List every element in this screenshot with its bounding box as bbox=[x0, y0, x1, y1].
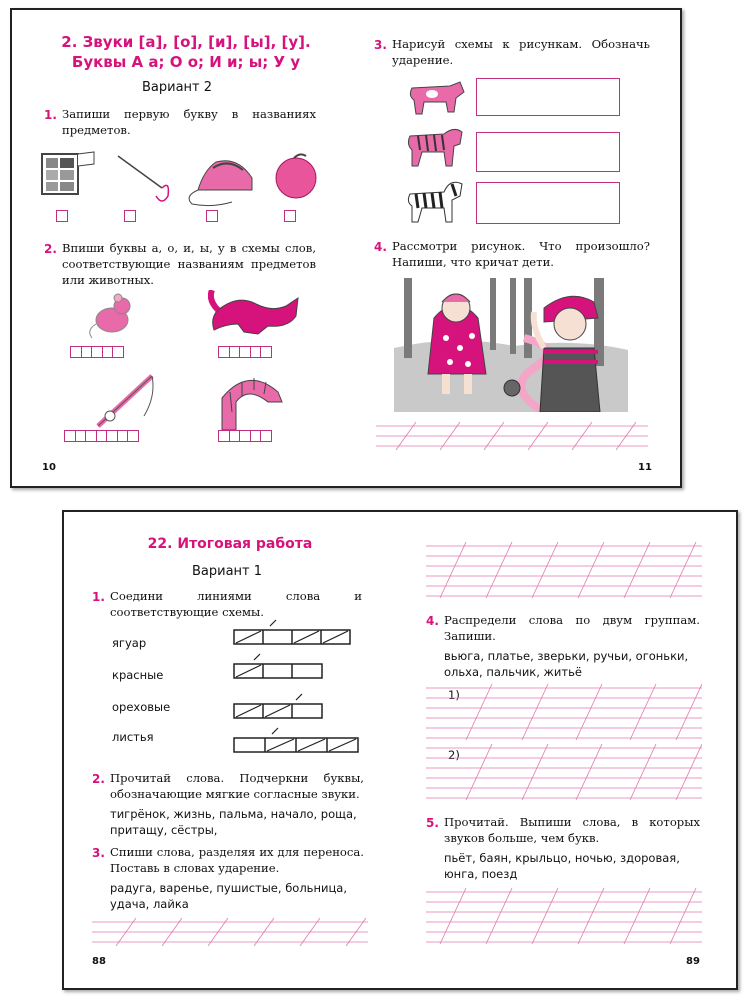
lesson-title-line1: 2. Звуки [а], [о], [и], [ы], [у]. bbox=[61, 33, 311, 51]
writing-lines[interactable] bbox=[426, 684, 702, 740]
cow-picture bbox=[404, 76, 466, 118]
variant-label: Вариант 2 bbox=[142, 80, 213, 95]
task-number: 2. bbox=[92, 772, 105, 786]
group-label: 1) bbox=[448, 688, 460, 702]
scheme-box[interactable] bbox=[476, 132, 620, 172]
writing-lines[interactable] bbox=[426, 888, 702, 944]
word-scheme-cells[interactable] bbox=[218, 346, 271, 358]
fishing-rod-picture bbox=[88, 372, 158, 432]
fox-picture bbox=[208, 290, 304, 340]
page-number: 88 bbox=[92, 956, 106, 967]
word-label: красные bbox=[112, 668, 164, 682]
forest-scene-picture bbox=[394, 278, 628, 412]
zebra-picture bbox=[404, 176, 466, 228]
task-text: Спиши слова, разделяя их для переноса. Поставь в словах ударение. bbox=[110, 845, 364, 875]
word-label: ореховые bbox=[112, 700, 171, 714]
task-number: 3. bbox=[92, 846, 105, 860]
mouse-picture bbox=[82, 290, 142, 340]
answer-box[interactable] bbox=[284, 210, 296, 222]
group-label: 2) bbox=[448, 748, 460, 762]
orange-picture bbox=[276, 154, 316, 198]
task-number: 4. bbox=[374, 240, 387, 254]
needle-picture bbox=[118, 156, 168, 201]
lesson-title-line2: Буквы А а; О о; И и; ы; У у bbox=[71, 53, 301, 71]
task1-pictures bbox=[38, 148, 328, 208]
word-list: пьёт, баян, крыльцо, ночью, здоровая, юнга, поезд bbox=[444, 851, 680, 881]
task-number: 5. bbox=[426, 816, 439, 830]
scheme-box[interactable] bbox=[476, 78, 620, 116]
task-number: 1. bbox=[92, 590, 105, 604]
writing-lines[interactable] bbox=[92, 916, 368, 946]
writing-lines[interactable] bbox=[426, 744, 702, 800]
variant-label: Вариант 1 bbox=[192, 564, 263, 579]
answer-box[interactable] bbox=[56, 210, 68, 222]
writing-lines[interactable] bbox=[426, 542, 702, 598]
word-label: листья bbox=[112, 730, 154, 744]
task-number: 2. bbox=[44, 242, 57, 256]
word-list: радуга, варенье, пушистые, больница, удача, лайка bbox=[110, 881, 347, 911]
scheme-box[interactable] bbox=[476, 182, 620, 224]
task-number: 4. bbox=[426, 614, 439, 628]
word-label: ягуар bbox=[112, 636, 147, 650]
task-text: Рассмотри рисунок. Что произошло? Напиши, что кричат дети. bbox=[392, 239, 650, 269]
boy-figure bbox=[534, 296, 600, 412]
answer-box[interactable] bbox=[124, 210, 136, 222]
lesson-title bbox=[36, 32, 336, 72]
task-number: 1. bbox=[44, 108, 57, 122]
task-number: 3. bbox=[374, 38, 387, 52]
sound-schemes[interactable] bbox=[232, 618, 364, 754]
word-scheme-cells[interactable] bbox=[70, 346, 123, 358]
bridge-picture bbox=[218, 372, 288, 432]
writing-lines[interactable] bbox=[376, 420, 648, 454]
task-text: Соедини линиями слова и соответствующие схемы. bbox=[110, 589, 362, 619]
word-scheme-cells[interactable] bbox=[64, 430, 138, 442]
window-picture bbox=[42, 152, 94, 194]
word-list: тигрёнок, жизнь, пальма, начало, роща, притащу, сёстры, bbox=[110, 807, 357, 837]
task-text: Прочитай слова. Подчеркни буквы, обозначающие мягкие согласные звуки. bbox=[110, 771, 364, 801]
lesson-title: 22. Итоговая работа bbox=[147, 536, 313, 552]
word-list: вьюга, платье, зверьки, ручьи, огоньки, ольха, пальчик, житьё bbox=[444, 649, 689, 679]
word-scheme-cells[interactable] bbox=[218, 430, 271, 442]
task-text: Впиши буквы а, о, и, ы, у в схемы слов, соответствующие названиям предметов или животных. bbox=[62, 241, 316, 287]
tiger-picture bbox=[404, 122, 466, 172]
answer-box[interactable] bbox=[206, 210, 218, 222]
page-number: 89 bbox=[686, 956, 700, 967]
task-text: Прочитай. Выпиши слова, в которых звуков больше, чем букв. bbox=[444, 815, 700, 845]
page-number: 10 bbox=[42, 462, 56, 473]
iron-picture bbox=[189, 161, 252, 206]
task-text: Нарисуй схемы к рисункам. Обозначь ударение. bbox=[392, 37, 650, 67]
workbook-spread-bottom bbox=[62, 510, 738, 990]
page-number: 11 bbox=[638, 462, 652, 473]
workbook-spread-top bbox=[10, 8, 682, 488]
task-text: Запиши первую букву в названиях предметов. bbox=[62, 107, 316, 137]
task-text: Распредели слова по двум группам. Запиши. bbox=[444, 613, 700, 643]
